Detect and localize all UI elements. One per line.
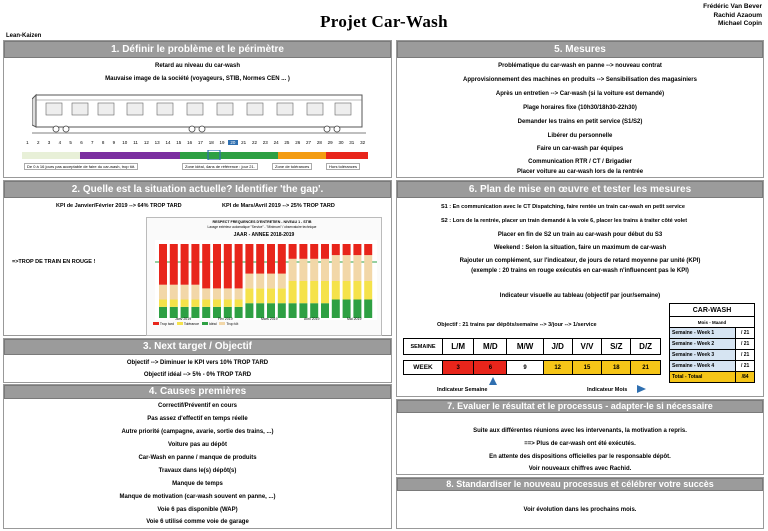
day-number: 25 [284, 140, 290, 145]
chart-month-label: Avril 2019 [304, 317, 320, 320]
day-number: 21 [241, 140, 247, 145]
section-6-header: 6. Plan de mise en œuvre et tester les mesures [397, 181, 763, 198]
train-diagram [32, 89, 366, 137]
chart-bar-segment [364, 244, 372, 255]
kpi-header-cell: V/V [572, 339, 602, 355]
chart-month-label: Fév 2019 [218, 317, 233, 320]
legend-tol: Tolérance [177, 322, 199, 326]
arrow-up-icon [489, 377, 497, 385]
chart-bar-segment [353, 244, 361, 255]
day-number: 13 [154, 140, 160, 145]
s7-line-1: Suite aux différentes réunions avec les intervenants, la motivation a repris. [473, 428, 687, 434]
chart-bar-segment [235, 288, 243, 299]
s4-line-8: Manque de motivation (car-wash souvent en panne, ...) [119, 494, 276, 500]
chart-bar-segment [321, 244, 329, 259]
day-number: 15 [176, 140, 182, 145]
day-number: 14 [165, 140, 171, 145]
kpi-header-cell: SEMAINE [404, 339, 443, 355]
day-number: 6 [80, 140, 83, 145]
chart-bar-segment [299, 281, 307, 303]
kpi-header-cell: L/M [443, 339, 474, 355]
section-7-header: 7. Evaluer le résultat et le processus - adapter-le si nécessaire [397, 400, 763, 413]
chart-bar-segment [364, 300, 372, 319]
chart-bar-segment [224, 288, 232, 299]
week-value: 12 [543, 361, 572, 375]
chart-bar-segment [321, 303, 329, 318]
day-number: 4 [58, 140, 62, 145]
s6-line-7: Indicateur visuelle au tableau (objectif par jour/semaine) [499, 293, 661, 299]
day-number: 20 [228, 140, 238, 145]
section-1-header: 1. Définir le problème et le périmètre [4, 41, 391, 58]
kpi-bar-chart [155, 240, 377, 320]
chart-bar-segment [332, 300, 340, 319]
s3-line-1: Objectif --> Diminuer le KPI vers 10% TROP TARD [126, 360, 269, 366]
s6-line-6: (exemple : 20 trains en rouge exécutés en car-wash n'influencent pas le KPI) [471, 268, 689, 274]
day-number: 32 [360, 140, 366, 145]
s4-line-1: Correctif/Préventif en cours [157, 403, 238, 409]
legend-late: Trop tard [153, 322, 174, 326]
s5-line-5: Demander les trains en petit service (S1/S2) [517, 119, 643, 125]
chart-bar-segment [235, 300, 243, 307]
authors [703, 3, 762, 29]
week-value: 9 [507, 361, 543, 375]
chart-bar-segment [170, 300, 178, 307]
s7-line-4: Voir nouveaux chiffres avec Rachid. [528, 466, 632, 472]
page-title: Projet Car-Wash [320, 12, 448, 31]
kpi-mar-apr: KPI de Mars/Avril 2019 --> 25% TROP TARD [222, 203, 335, 209]
side-note: =>TROP DE TRAIN EN ROUGE ! [12, 259, 96, 265]
chart-bar-segment [256, 288, 264, 303]
s5-line-8: Communication RTR / CT / Brigadier [528, 159, 632, 165]
kpi-week-row [404, 361, 661, 375]
chart-bar-segment [332, 281, 340, 300]
week-kpi-table [403, 338, 661, 375]
chart-bar-segment [267, 244, 275, 274]
chart-bar-segment [191, 307, 199, 318]
s4-line-3: Autre priorité (campagne, avarie, sortie des trains, ...) [121, 429, 274, 435]
s1-line-1: Retard au niveau du car-wash [154, 63, 241, 69]
legend-ideal-chart: Idéal [202, 322, 217, 326]
chart-title-2: Lavage extérieur automatique "Service" - "Minimum" / observatoire technique [207, 225, 317, 229]
chart-bar-segment [159, 244, 167, 285]
section-8 [396, 477, 764, 529]
lean-label: Lean-Kaizen [6, 33, 42, 39]
chart-bar-segment [310, 244, 318, 259]
chart-bar-segment [289, 244, 297, 259]
chart-bar-segment [343, 300, 351, 319]
day-number: 16 [187, 140, 193, 145]
week-value: 18 [602, 361, 631, 375]
day-number: 29 [327, 140, 333, 145]
day-number: 3 [47, 140, 51, 145]
chart-bar-segment [310, 281, 318, 303]
s1-line-2: Mauvaise image de la société (voyageurs, STIB, Normes CEN ... ) [105, 76, 290, 82]
section-3 [3, 338, 392, 383]
s3-line-2: Objectif idéal --> 5% - 0% TROP TARD [143, 372, 252, 378]
kpi-chart [146, 217, 382, 336]
day-number: 24 [273, 140, 279, 145]
week-value: 6 [474, 361, 507, 375]
section-4 [3, 384, 392, 529]
chart-bar-segment [353, 255, 361, 281]
legend-ideal: Zone idéal, 4ans de référence : jour 21. [182, 163, 258, 170]
s6-line-5: Rajouter un complément, sur l'indicateur, de jours de retard moyenne par unité (KPI) [459, 258, 701, 264]
chart-bar-segment [343, 281, 351, 300]
chart-bar-segment [181, 300, 189, 307]
day-number: 23 [262, 140, 268, 145]
section-5-header: 5. Mesures [397, 41, 763, 58]
section-2 [3, 180, 392, 336]
chart-bar-segment [364, 281, 372, 300]
day-number: 11 [133, 140, 138, 145]
carwash-row: Semaine - Week 3 / 21 [670, 350, 755, 361]
author-2: Rachid Azaoum [713, 11, 762, 19]
legend-tolerance: Zone de tolérances [272, 163, 312, 170]
kpi-header-cell: M/D [474, 339, 507, 355]
timeline-bar [22, 150, 368, 160]
chart-bar-segment [267, 303, 275, 318]
chart-bar-segment [181, 285, 189, 300]
s5-line-4: Plage horaires fixe (10h30/18h30-22h30) [523, 105, 637, 111]
chart-bar-segment [353, 281, 361, 300]
s4-line-2: Pas assez d'effectif en temps réelle [147, 416, 248, 422]
chart-bar-segment [159, 300, 167, 307]
chart-bar-segment [353, 300, 361, 319]
day-number: 28 [316, 140, 322, 145]
s4-line-7: Manque de temps [172, 481, 223, 487]
chart-bar-segment [364, 255, 372, 281]
day-number: 2 [36, 140, 40, 145]
s6-line-2: S2 : Lors de la rentrée, placer un train demandé à la voie 6, placer les trains à traiter côté volet [441, 218, 688, 224]
chart-bar-segment [289, 281, 297, 303]
day-number: 7 [91, 140, 94, 145]
chart-bar-segment [245, 288, 253, 303]
chart-bar-segment [224, 244, 232, 288]
day-number: 5 [69, 140, 72, 145]
day-number: 1 [26, 140, 29, 145]
chart-bar-segment [191, 300, 199, 307]
chart-bar-segment [299, 259, 307, 281]
chart-subtitle: JAAR - ANNEE 2018-2019 [233, 232, 295, 238]
s5-line-1: Problématique du car-wash en panne --> nouveau contrat [498, 63, 662, 69]
chart-bar-segment [170, 244, 178, 285]
week-value: 15 [572, 361, 602, 375]
day-number: 31 [349, 140, 355, 145]
chart-bar-segment [278, 244, 286, 274]
author-1: Frédéric Van Bever [703, 3, 762, 10]
chart-bar-segment [202, 307, 210, 318]
chart-bar-segment [256, 244, 264, 274]
chart-bar-segment [159, 285, 167, 300]
s4-line-4: Voiture pas au dépôt [168, 442, 227, 448]
chart-bar-segment [267, 288, 275, 303]
chart-bar-segment [224, 300, 232, 307]
s4-line-10: Voie 6 utilisé comme voie de garage [146, 519, 249, 525]
indicator-month-label: Indicateur Mois [587, 387, 628, 393]
chart-bar-segment [235, 244, 243, 288]
chart-bar-segment [343, 244, 351, 255]
chart-month-label: Mai 2019 [347, 317, 362, 320]
s4-line-9: Voie 6 pas disponible (WAP) [157, 507, 238, 513]
day-number: 10 [122, 140, 128, 145]
s6-line-8: Objectif : 21 trains par dépôts/semaine --> 3/jour --> 1/service [437, 322, 597, 328]
chart-bar-segment [235, 307, 243, 318]
s7-line-3: En attente des dispositions officielles par le responsable dépôt. [489, 454, 671, 460]
chart-bar-segment [213, 288, 221, 299]
carwash-month: Mois - Maand [670, 317, 755, 328]
legend-too-early: De 0 à 16 jours pas acceptable de faire du car-wash, trop tôt. [24, 163, 138, 170]
week-label: WEEK [404, 361, 443, 375]
section-5 [396, 40, 764, 178]
s8-line-1: Voir évolution dans les prochains mois. [523, 507, 637, 513]
chart-bar-segment [202, 300, 210, 307]
chart-bar-segment [213, 300, 221, 307]
chart-bar-segment [299, 244, 307, 259]
chart-bar-segment [202, 244, 210, 288]
section-7 [396, 399, 764, 475]
chart-month-label: Mars 2019 [261, 317, 278, 320]
chart-bar-segment [170, 285, 178, 300]
s5-line-9: Placer voiture au car-wash lors de la rentrée [516, 169, 644, 175]
chart-bar-segment [310, 259, 318, 281]
section-3-header: 3. Next target / Objectif [4, 339, 391, 355]
chart-bar-segment [245, 274, 253, 289]
chart-bar-segment [332, 244, 340, 255]
chart-legend [153, 322, 238, 326]
chart-bar-segment [321, 281, 329, 303]
carwash-table [669, 303, 755, 383]
kpi-header-cell: D/Z [631, 339, 661, 355]
chart-bar-segment [181, 244, 189, 285]
chart-title-1: RESPECT FREQUENCES D'ENTRETIEN - NIVEAU 1 - STIB [212, 220, 312, 224]
chart-bar-segment [332, 255, 340, 281]
week-value: 21 [631, 361, 661, 375]
carwash-row: Semaine - Week 1 / 21 [670, 328, 755, 339]
chart-bar-segment [202, 288, 210, 299]
day-number: 26 [295, 140, 301, 145]
chart-bar-segment [343, 255, 351, 281]
s4-line-5: Car-Wash en panne / manque de produits [138, 455, 257, 461]
kpi-header-cell: M/W [507, 339, 543, 355]
day-number: 27 [306, 140, 312, 145]
chart-bar-segment [245, 303, 253, 318]
section-8-header: 8. Standardiser le nouveau processus et célébrer votre succès [397, 478, 763, 491]
s6-line-1: S1 : En communication avec le CT Dispatching, faire rentée un train car-wash en petit service [441, 204, 685, 210]
day-number: 30 [338, 140, 344, 145]
s5-line-7: Faire un car-wash par équipes [536, 146, 624, 152]
chart-month-label: Janv 2019 [175, 317, 192, 320]
legend-early: Trop tôt [219, 322, 238, 326]
chart-bar-segment [213, 244, 221, 288]
chart-bar-segment [159, 307, 167, 318]
chart-bar-segment [289, 303, 297, 318]
carwash-title: CAR-WASH [670, 304, 755, 317]
chart-bar-segment [256, 303, 264, 318]
chart-bar-segment [191, 244, 199, 285]
chart-bar-segment [289, 259, 297, 281]
chart-bar-segment [191, 285, 199, 300]
s7-line-2: ==> Plus de car-wash ont été exécutés. [524, 441, 636, 447]
section-1 [3, 40, 392, 178]
carwash-row: Semaine - Week 2 / 21 [670, 339, 755, 350]
section-6 [396, 180, 764, 397]
s5-line-6: Libérer du personnelle [547, 133, 613, 139]
day-number: 22 [251, 140, 257, 145]
legend-out-of-tolerance: Hors tolérances [326, 163, 360, 170]
indicator-week-label: Indicateur Semaine [437, 387, 488, 393]
day-number: 19 [219, 140, 225, 145]
carwash-row: Semaine - Week 4 / 21 [670, 361, 755, 372]
chart-bar-segment [256, 274, 264, 289]
chart-bar-segment [245, 244, 253, 274]
kpi-header-cell: J/D [543, 339, 572, 355]
kpi-header-row [404, 339, 661, 355]
kpi-jan-feb: KPI de Janvier/Février 2019 --> 64% TROP TARD [56, 203, 182, 209]
s4-line-6: Travaux dans le(s) dépôt(s) [158, 468, 237, 474]
day-number: 17 [197, 140, 203, 145]
section-4-header: 4. Causes premières [4, 385, 391, 399]
s6-line-4: Weekend : Selon la situation, faire un maximum de car-wash [493, 245, 667, 251]
chart-bar-segment [310, 303, 318, 318]
author-3: Michael Copin [717, 20, 762, 27]
chart-bar-segment [278, 274, 286, 289]
s5-line-3: Après un entretien --> Car-wash (si la voiture est demandé) [495, 91, 665, 97]
carwash-total-row: Total - Totaal /84 [670, 372, 755, 383]
chart-bar-segment [278, 288, 286, 303]
s6-line-3: Placer en fin de S2 un train au car-wash pour début du S3 [497, 232, 663, 238]
day-number: 18 [208, 140, 214, 145]
day-number: 12 [143, 140, 149, 145]
day-scale [22, 140, 368, 148]
section-2-header: 2. Quelle est la situation actuelle? Identifier 'the gap'. [4, 181, 391, 198]
day-number: 8 [101, 140, 105, 145]
s5-line-2: Approvisionnement des machines en produits --> Sensibilisation des magasiniers [463, 77, 697, 83]
week-value: 3 [443, 361, 474, 375]
day-number: 9 [112, 140, 116, 145]
chart-bar-segment [321, 259, 329, 281]
arrow-right-icon [637, 385, 646, 393]
chart-bar-segment [278, 303, 286, 318]
chart-bar-segment [267, 274, 275, 289]
chart-bar-segment [299, 303, 307, 318]
kpi-header-cell: S/Z [602, 339, 631, 355]
